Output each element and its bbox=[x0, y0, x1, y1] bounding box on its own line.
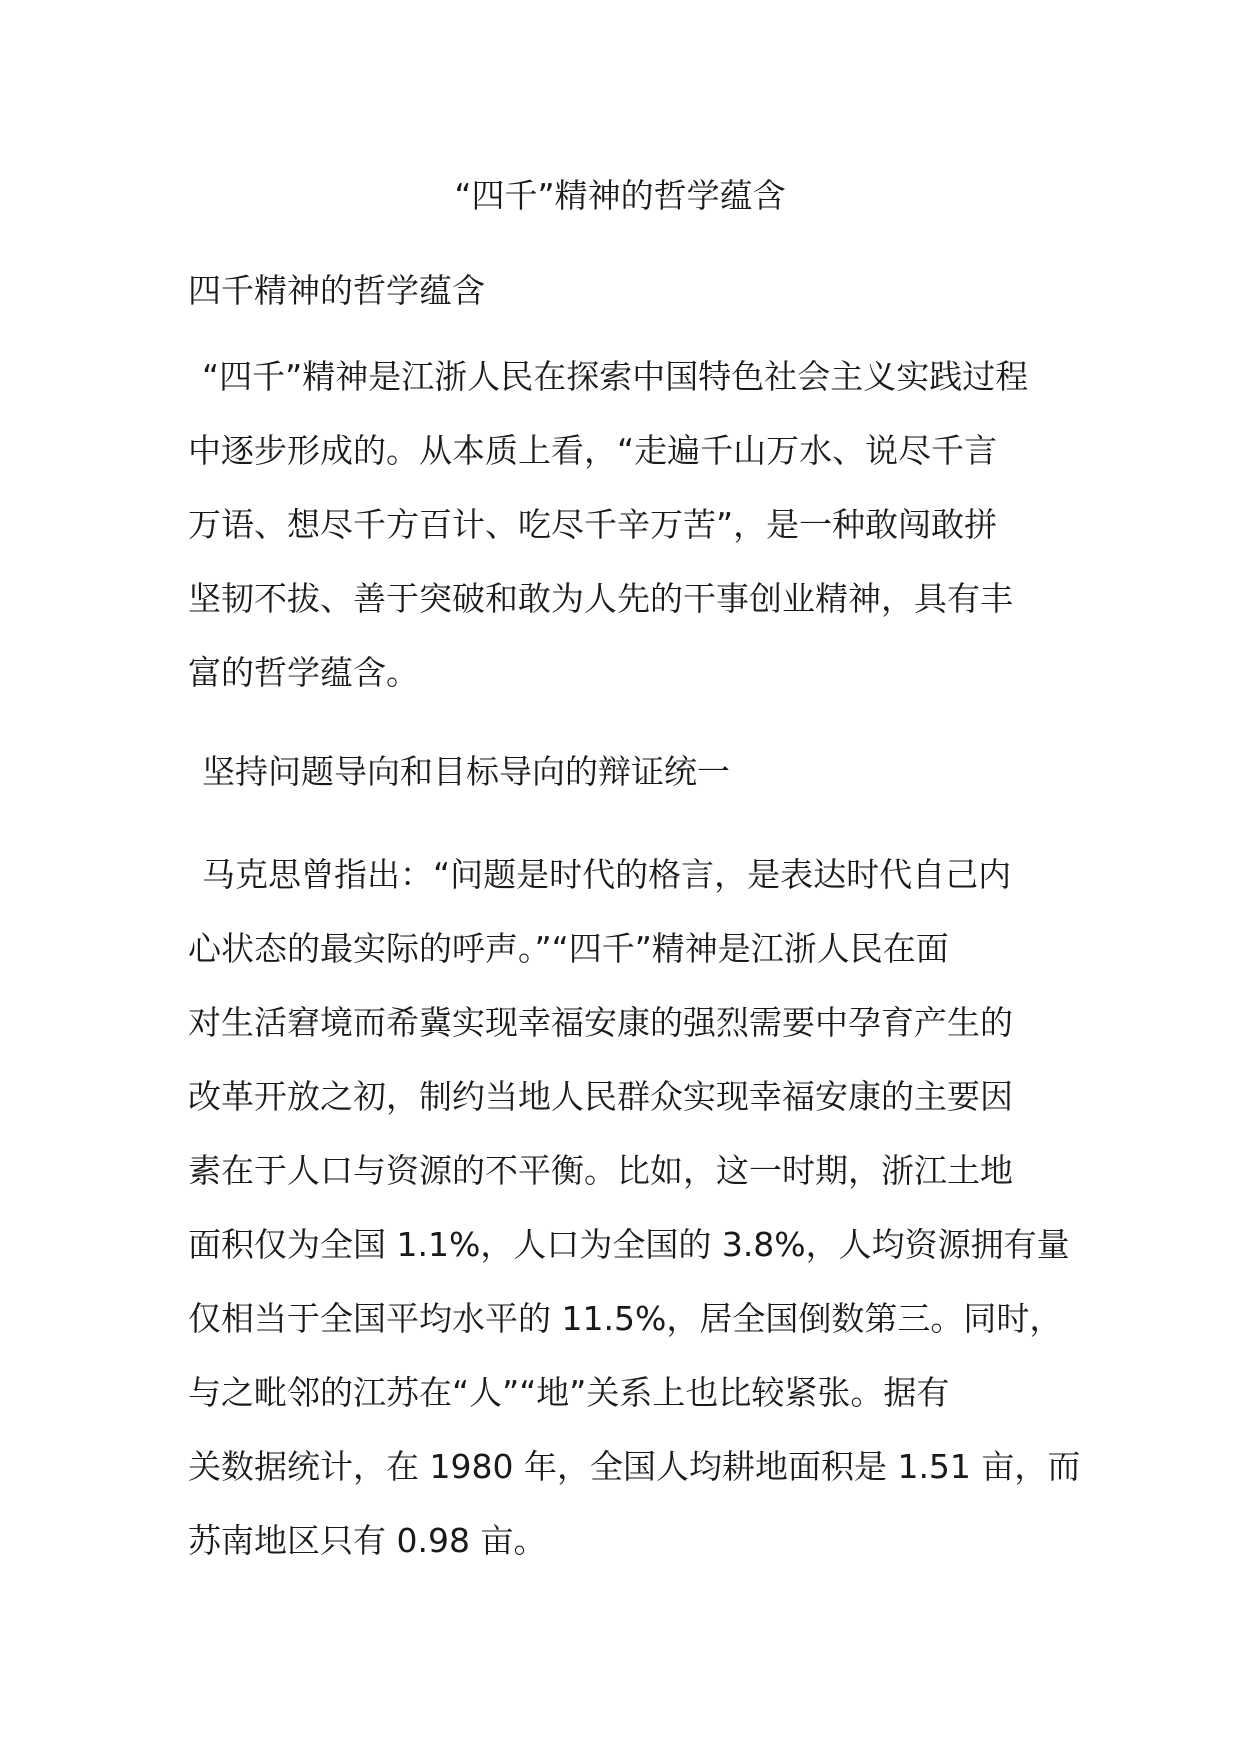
paragraph-line: 苏南地区只有 0.98 亩。 bbox=[188, 1521, 547, 1560]
paragraph-line: 中逐步形成的。从本质上看，“走遍千山万水、说尽千言 bbox=[188, 431, 998, 470]
paragraph-line: 心状态的最实际的呼声。”“四千”精神是江浙人民在面 bbox=[188, 929, 949, 968]
paragraph-line: 富的哲学蕴含。 bbox=[188, 653, 419, 692]
paragraph-line: 马克思曾指出：“问题是时代的格言，是表达时代自己内 bbox=[202, 855, 1012, 894]
paragraph-line: 素在于人口与资源的不平衡。比如，这一时期，浙江土地 bbox=[188, 1151, 1013, 1190]
document-subtitle: 四千精神的哲学蕴含 bbox=[188, 271, 485, 310]
document-title: “四千”精神的哲学蕴含 bbox=[454, 176, 786, 215]
paragraph-line: 坚韧不拔、善于突破和敢为人先的干事创业精神，具有丰 bbox=[188, 579, 1013, 618]
paragraph-line: 关数据统计，在 1980 年，全国人均耕地面积是 1.51 亩，而 bbox=[188, 1447, 1081, 1486]
section-heading: 坚持问题导向和目标导向的辩证统一 bbox=[202, 752, 730, 791]
paragraph-line: 与之毗邻的江苏在“人”“地”关系上也比较紧张。据有 bbox=[188, 1373, 950, 1412]
paragraph-intro bbox=[188, 340, 1060, 710]
paragraph-body bbox=[188, 838, 1081, 1578]
paragraph-line: “四千”精神是江浙人民在探索中国特色社会主义实践过程 bbox=[202, 357, 1029, 396]
paragraph-line: 仅相当于全国平均水平的 11.5%，居全国倒数第三。同时， bbox=[188, 1299, 1063, 1338]
paragraph-line: 对生活窘境而希冀实现幸福安康的强烈需要中孕育产生的 bbox=[188, 1003, 1013, 1042]
paragraph-line: 面积仅为全国 1.1%，人口为全国的 3.8%，人均资源拥有量 bbox=[188, 1225, 1070, 1264]
paragraph-line: 万语、想尽千方百计、吃尽千辛万苦”，是一种敢闯敢拼 bbox=[188, 505, 998, 544]
paragraph-line: 改革开放之初，制约当地人民群众实现幸福安康的主要因 bbox=[188, 1077, 1013, 1116]
